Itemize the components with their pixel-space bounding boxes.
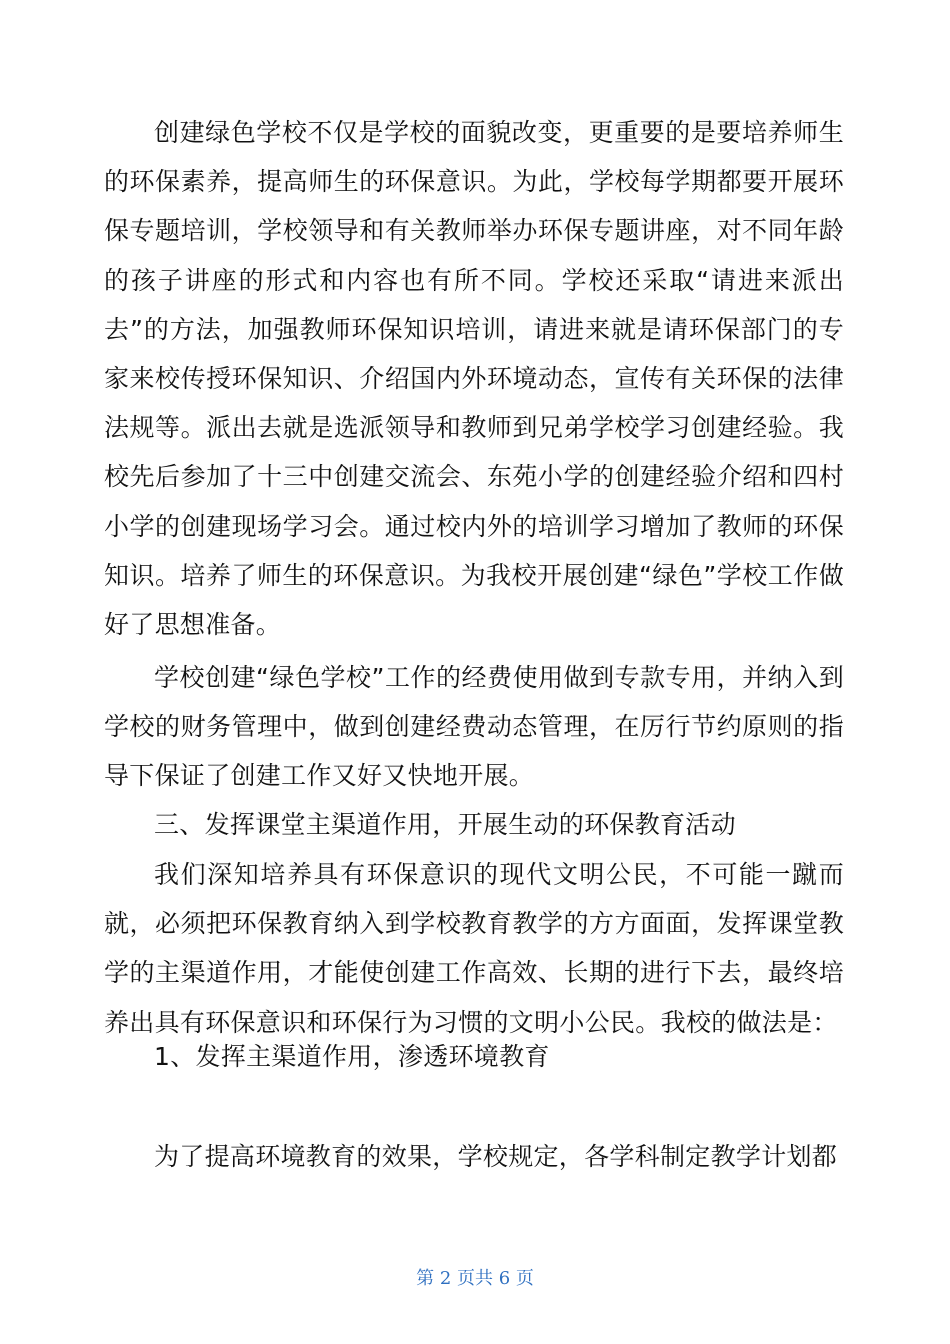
paragraph-teaching-plan: 为了提高环境教育的效果，学校规定，各学科制定教学计划都 bbox=[154, 1142, 838, 1171]
page-number-footer: 第 2 页共 6 页 bbox=[416, 1268, 534, 1289]
subheading-one: 1、发挥主渠道作用，渗透环境教育 bbox=[154, 1042, 550, 1071]
paragraph-funding: 学校创建“绿色学校”工作的经费使用做到专款专用，并纳入到学校的财务管理中，做到创建经费动态管理，在厉行节约原则的指导下保证了创建工作又好又快地开展。 bbox=[104, 663, 844, 791]
section-heading-three: 三、发挥课堂主渠道作用，开展生动的环保教育活动 bbox=[154, 810, 736, 839]
paragraph-environmental-education: 我们深知培养具有环保意识的现代文明公民，不可能一蹴而就，必须把环保教育纳入到学校教育教学的方方面面，发挥课堂教学的主渠道作用，才能使创建工作高效、长期的进行下去，最终培养出具有环保意识和环保行为习惯的文明小公民。我校的做法是： bbox=[104, 860, 844, 1037]
paragraph-green-school-training: 创建绿色学校不仅是学校的面貌改变，更重要的是要培养师生的环保素养，提高师生的环保意识。为此，学校每学期都要开展环保专题培训，学校领导和有关教师举办环保专题讲座，对不同年龄的孩子讲座的形式和内容也有所不同。学校还采取“请进来派出去”的方法，加强教师环保知识培训，请进来就是请环保部门的专家来校传授环保知识、介绍国内外环境动态，宣传有关环保的法律法规等。派出去就是选派领导和教师到兄弟学校学习创建经验。我校先后参加了十三中创建交流会、东苑小学的创建经验介绍和四村小学的创建现场学习会。通过校内外的培训学习增加了教师的环保知识。培养了师生的环保意识。为我校开展创建“绿色”学校工作做好了思想准备。 bbox=[104, 118, 844, 640]
